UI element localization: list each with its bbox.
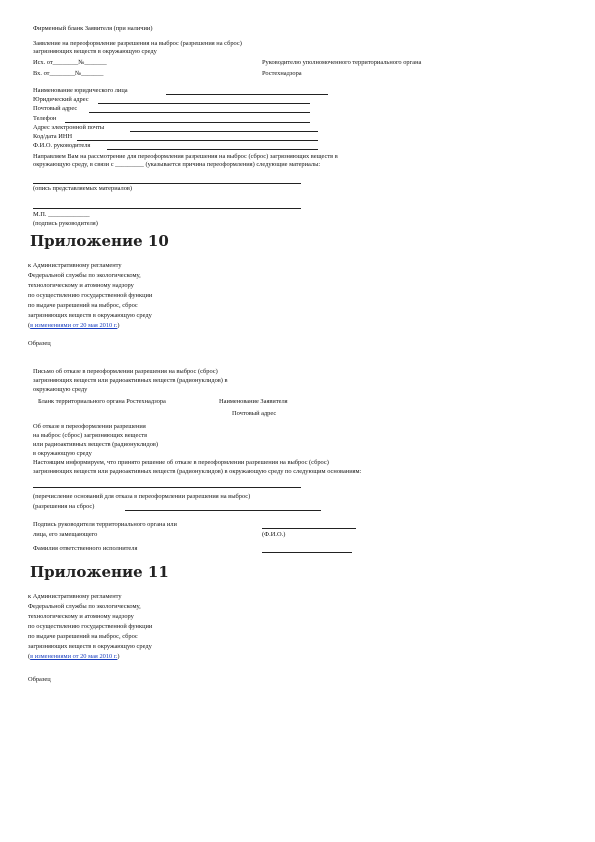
stamp-signature: М.П. _____________: [33, 211, 90, 218]
addressee: Руководителю уполномоченного территориального органа: [262, 59, 422, 66]
grounds-line: [33, 487, 301, 488]
field-label-email: Адрес электронной почты: [33, 124, 105, 131]
letterhead-note: Фирменный бланк Заявителя (при наличии): [33, 25, 153, 32]
signatory-label-2: лица, его замещающего: [33, 531, 98, 538]
subject-line-1: Об отказе в переоформлении разрешения: [33, 423, 146, 430]
executor-line: [262, 552, 352, 553]
field-label-entity: Наименование юридического лица: [33, 87, 128, 94]
authority-letterhead: Бланк территориального органа Ростехнадзора: [38, 398, 166, 405]
field-line-director: [107, 149, 318, 150]
signature-caption: (подпись руководителя): [33, 220, 98, 227]
form-title: Заявление на переоформление разрешения на выброс (разрешения на сброс): [33, 40, 242, 47]
appendix-10-heading: Приложение 10: [30, 232, 169, 250]
postal-address: Почтовый адрес: [232, 410, 277, 417]
signatory-label-1: Подпись руководителя территориального органа или: [33, 521, 177, 528]
paren-open: (: [28, 653, 31, 660]
appendix-11-ref-1: к Административному регламенту: [28, 593, 122, 600]
field-line-postal-address: [89, 112, 310, 113]
appendix-11-ref-3: технологическому и атомному надзору: [28, 613, 134, 620]
grounds-line-2: [125, 510, 321, 511]
amendment-link[interactable]: в изменениями от 20 мая 2010 г.: [30, 653, 118, 660]
executor-label: Фамилия ответственного исполнителя: [33, 545, 138, 552]
paren-close: ): [117, 322, 120, 329]
addressee-org: Ростехнадзора: [262, 70, 302, 77]
form-body-line2: окружающую среду, в связи с _________ (указывается причина переоформления) следующие материалы:: [33, 161, 321, 168]
appendix-10-amendment: [28, 322, 119, 330]
signature-line: [262, 528, 356, 529]
appendix-10-ref-1: к Административному регламенту: [28, 262, 122, 269]
refusal-title-2: загрязняющих веществ или радиоактивных веществ (радионуклидов) в: [33, 377, 228, 384]
subject-line-3: или радиоактивных веществ (радионуклидов): [33, 441, 159, 448]
field-line-email: [130, 131, 318, 132]
grounds-caption: (перечисление оснований для отказа в переоформлении разрешения на выброс): [33, 493, 251, 500]
field-line-phone: [65, 122, 310, 123]
appendix-10-ref-6: загрязняющих веществ в окружающую среду: [28, 312, 152, 319]
form-body-line1: Направляем Вам на рассмотрение для переоформления разрешения на выброс (сброс) загрязняющих веществ в: [33, 153, 338, 160]
field-line-entity: [166, 94, 328, 95]
appendix-10-ref-2: Федеральной службы по экологическому,: [28, 272, 141, 279]
paren-open: (: [28, 322, 31, 329]
appendix-10-sample: Образец: [28, 340, 51, 347]
refusal-body-1: Настоящим информируем, что принято решение об отказе в переоформлении разрешения на выброс (сброс): [33, 459, 329, 466]
subject-line-4: в окружающую среду: [33, 450, 92, 457]
appendix-10-ref-5: по выдаче разрешений на выброс, сброс: [28, 302, 138, 309]
field-label-inn: Код/дата ИНН: [33, 133, 73, 140]
appendix-10-ref-4: по осуществлению государственной функции: [28, 292, 153, 299]
field-line-legal-address: [98, 103, 310, 104]
materials-caption: (опись представляемых материалов): [33, 185, 133, 192]
form-title-cont: загрязняющих веществ в окружающую среду: [33, 48, 157, 55]
field-label-phone: Телефон: [33, 115, 57, 122]
grounds-caption-2: (разрешения на сброс): [33, 503, 95, 510]
paren-close: ): [117, 653, 120, 660]
refusal-title-1: Письмо об отказе в переоформлении разрешения на выброс (сброс): [33, 368, 218, 375]
field-label-director: Ф.И.О. руководителя: [33, 142, 91, 149]
field-line-inn: [77, 140, 318, 141]
appendix-10-ref-3: технологическому и атомному надзору: [28, 282, 134, 289]
appendix-11-ref-4: по осуществлению государственной функции: [28, 623, 153, 630]
field-label-postal-address: Почтовый адрес: [33, 105, 78, 112]
appendix-11-ref-5: по выдаче разрешений на выброс, сброс: [28, 633, 138, 640]
outgoing-ref: Исх. от________№_______: [33, 59, 107, 66]
incoming-ref: Вх. от________№_______: [33, 70, 104, 77]
refusal-body-2: загрязняющих веществ или радиоактивных веществ (радионуклидов) в окружающую среду по следующим основаниям:: [33, 468, 362, 475]
appendix-11-amendment: [28, 653, 119, 661]
applicant-name: Наименование Заявителя: [219, 398, 288, 405]
materials-line-2: [33, 208, 301, 209]
fio-caption: (Ф.И.О.): [262, 531, 286, 538]
appendix-11-heading: Приложение 11: [30, 563, 169, 581]
materials-line: [33, 183, 301, 184]
refusal-title-3: окружающую среду: [33, 386, 88, 393]
field-label-legal-address: Юридический адрес: [33, 96, 89, 103]
subject-line-2: на выброс (сброс) загрязняющих веществ: [33, 432, 148, 439]
appendix-11-ref-6: загрязняющих веществ в окружающую среду: [28, 643, 152, 650]
appendix-11-ref-2: Федеральной службы по экологическому,: [28, 603, 141, 610]
amendment-link[interactable]: в изменениями от 20 мая 2010 г.: [30, 322, 118, 329]
appendix-11-sample: Образец: [28, 676, 51, 683]
